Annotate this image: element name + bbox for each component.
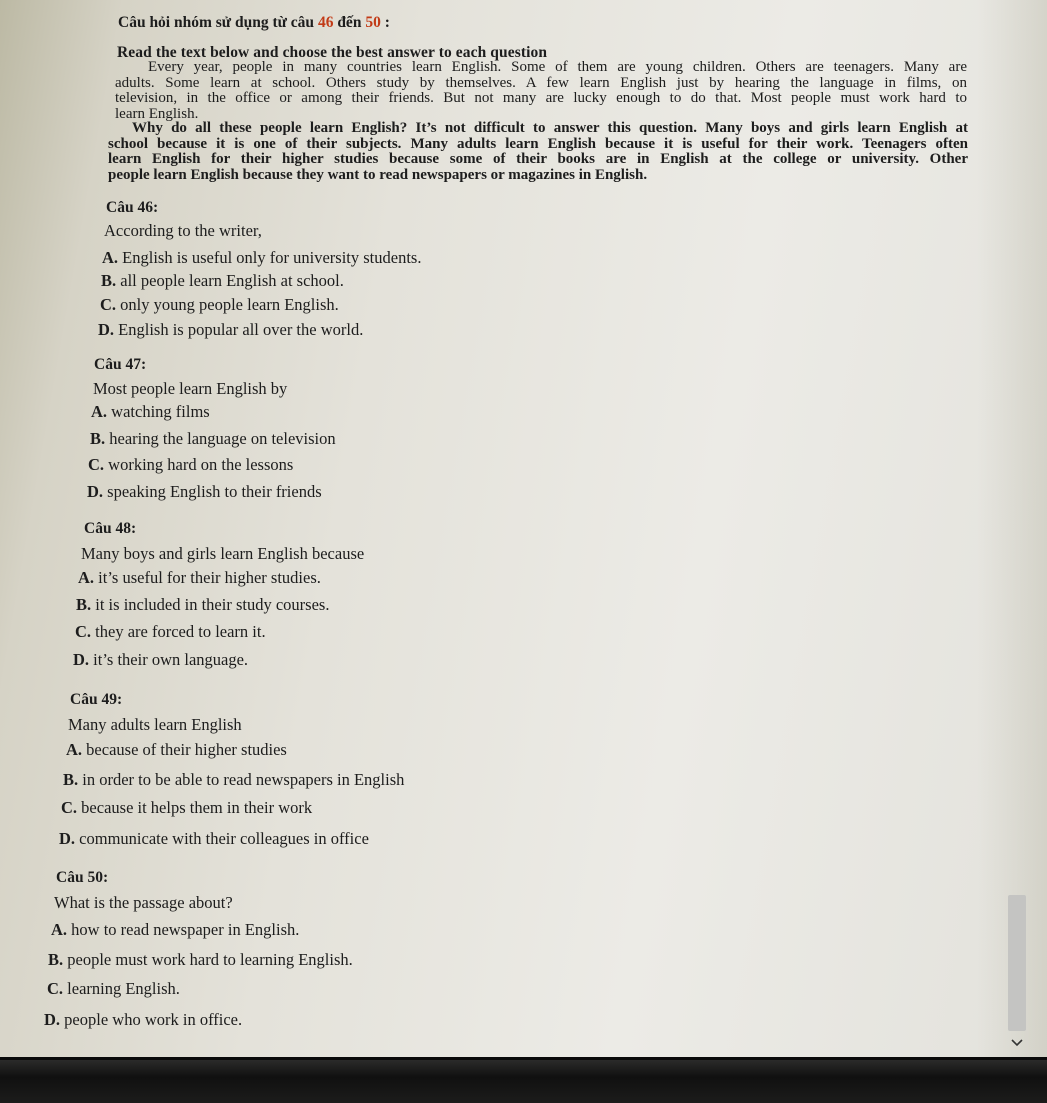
section-header bbox=[118, 14, 390, 32]
question-49-stem: Many adults learn English bbox=[68, 715, 242, 734]
option-text: it’s useful for their higher studies. bbox=[94, 568, 321, 587]
question-46-option-c[interactable] bbox=[100, 295, 339, 315]
question-48-option-c[interactable] bbox=[75, 622, 266, 642]
option-text: how to read newspaper in English. bbox=[67, 920, 300, 939]
option-text: because it helps them in their work bbox=[77, 798, 313, 817]
option-letter: C. bbox=[75, 622, 92, 641]
instruction: Read the text below and choose the best answer to each question bbox=[117, 44, 548, 61]
question-49-option-b[interactable] bbox=[63, 770, 404, 790]
option-text: hearing the language on television bbox=[105, 429, 336, 448]
option-letter: B. bbox=[48, 950, 64, 969]
option-text: watching films bbox=[107, 402, 210, 421]
question-48-option-b[interactable] bbox=[76, 595, 329, 615]
option-letter: D. bbox=[98, 320, 115, 339]
option-letter: D. bbox=[87, 482, 104, 501]
option-text: in order to be able to read newspapers in English bbox=[78, 770, 405, 789]
option-text: only young people learn English. bbox=[116, 295, 339, 314]
passage-paragraph-2 bbox=[108, 121, 968, 183]
question-48-label: Câu 48: bbox=[84, 520, 137, 537]
option-letter: D. bbox=[59, 829, 76, 848]
option-letter: B. bbox=[76, 595, 92, 614]
question-50-label: Câu 50: bbox=[56, 869, 109, 886]
option-text: communicate with their colleagues in office bbox=[75, 829, 369, 848]
option-text: English is useful only for university students. bbox=[118, 248, 422, 267]
option-text: working hard on the lessons bbox=[104, 455, 294, 474]
option-text: it’s their own language. bbox=[89, 650, 249, 669]
option-letter: A. bbox=[78, 568, 95, 587]
passage-line: Why do all these people learn English? It’s not difficult to answer this question. Many boys and girls learn English at bbox=[132, 120, 968, 136]
option-text: people must work hard to learning English. bbox=[63, 950, 353, 969]
option-text: learning English. bbox=[63, 979, 180, 998]
question-46-option-d[interactable] bbox=[98, 320, 363, 340]
header-prefix: Câu hỏi nhóm sử dụng từ câu bbox=[118, 14, 318, 31]
chevron-down-icon[interactable] bbox=[1010, 1036, 1024, 1050]
passage-line: people learn English because they want to read newspapers or magazines in English. bbox=[108, 166, 648, 183]
question-47-option-b[interactable] bbox=[90, 429, 336, 449]
option-letter: C. bbox=[88, 455, 105, 474]
passage-paragraph-1 bbox=[115, 60, 967, 122]
option-letter: C. bbox=[61, 798, 78, 817]
option-text: it is included in their study courses. bbox=[91, 595, 330, 614]
question-46-label: Câu 46: bbox=[106, 199, 159, 216]
question-47-option-c[interactable] bbox=[88, 455, 293, 475]
question-50-option-b[interactable] bbox=[48, 950, 353, 970]
passage-line: adults. Some learn at school. Others study by themselves. A few learn English just by hearing the language in films, on bbox=[115, 74, 967, 91]
passage-line: television, in the office or among their friends. But not many are lucky enough to do that. Most people must work hard to bbox=[115, 90, 967, 106]
question-46-option-b[interactable] bbox=[101, 271, 344, 291]
option-letter: A. bbox=[51, 920, 68, 939]
question-48-option-d[interactable] bbox=[73, 650, 248, 670]
passage-line: school because it is one of their subjects. Many adults learn English because it is useful for their work. Teenagers often bbox=[108, 135, 968, 152]
option-text: all people learn English at school. bbox=[116, 271, 344, 290]
question-50-option-a[interactable] bbox=[51, 920, 299, 940]
option-letter: A. bbox=[102, 248, 119, 267]
question-46-stem: According to the writer, bbox=[104, 221, 262, 240]
passage-line: learn English. bbox=[115, 105, 199, 122]
question-50-option-c[interactable] bbox=[47, 979, 180, 999]
passage-line: Every year, people in many countries learn English. Some of them are young children. Others are teenagers. Many are bbox=[148, 59, 967, 75]
header-mid: đến bbox=[333, 14, 366, 31]
option-letter: B. bbox=[63, 770, 79, 789]
question-47-label: Câu 47: bbox=[94, 356, 147, 373]
option-letter: A. bbox=[91, 402, 108, 421]
question-47-stem: Most people learn English by bbox=[93, 379, 288, 398]
option-letter: C. bbox=[47, 979, 64, 998]
question-50-stem: What is the passage about? bbox=[54, 893, 233, 912]
header-from-number: 46 bbox=[317, 14, 334, 31]
vertical-scrollbar[interactable] bbox=[1008, 895, 1026, 1031]
option-letter: A. bbox=[66, 740, 83, 759]
option-letter: B. bbox=[90, 429, 106, 448]
question-49-option-a[interactable] bbox=[66, 740, 287, 760]
question-50-option-d[interactable] bbox=[44, 1010, 242, 1030]
option-text: they are forced to learn it. bbox=[91, 622, 266, 641]
question-49-option-c[interactable] bbox=[61, 798, 312, 818]
monitor-bezel bbox=[0, 1060, 1047, 1103]
header-suffix: : bbox=[380, 14, 390, 31]
question-48-stem: Many boys and girls learn English because bbox=[81, 544, 365, 563]
passage-line: learn English for their higher studies because some of their books are in English at the college or university. Other bbox=[108, 151, 968, 167]
option-letter: D. bbox=[44, 1010, 61, 1029]
option-text: speaking English to their friends bbox=[103, 482, 322, 501]
option-letter: D. bbox=[73, 650, 90, 669]
option-text: English is popular all over the world. bbox=[114, 320, 364, 339]
option-text: because of their higher studies bbox=[82, 740, 287, 759]
option-text: people who work in office. bbox=[60, 1010, 243, 1029]
option-letter: B. bbox=[101, 271, 117, 290]
question-47-option-d[interactable] bbox=[87, 482, 322, 502]
question-49-label: Câu 49: bbox=[70, 691, 123, 708]
question-47-option-a[interactable] bbox=[91, 402, 210, 422]
question-48-option-a[interactable] bbox=[78, 568, 321, 588]
option-letter: C. bbox=[100, 295, 117, 314]
question-46-option-a[interactable] bbox=[102, 248, 421, 268]
question-49-option-d[interactable] bbox=[59, 829, 369, 849]
header-to-number: 50 bbox=[365, 14, 381, 31]
